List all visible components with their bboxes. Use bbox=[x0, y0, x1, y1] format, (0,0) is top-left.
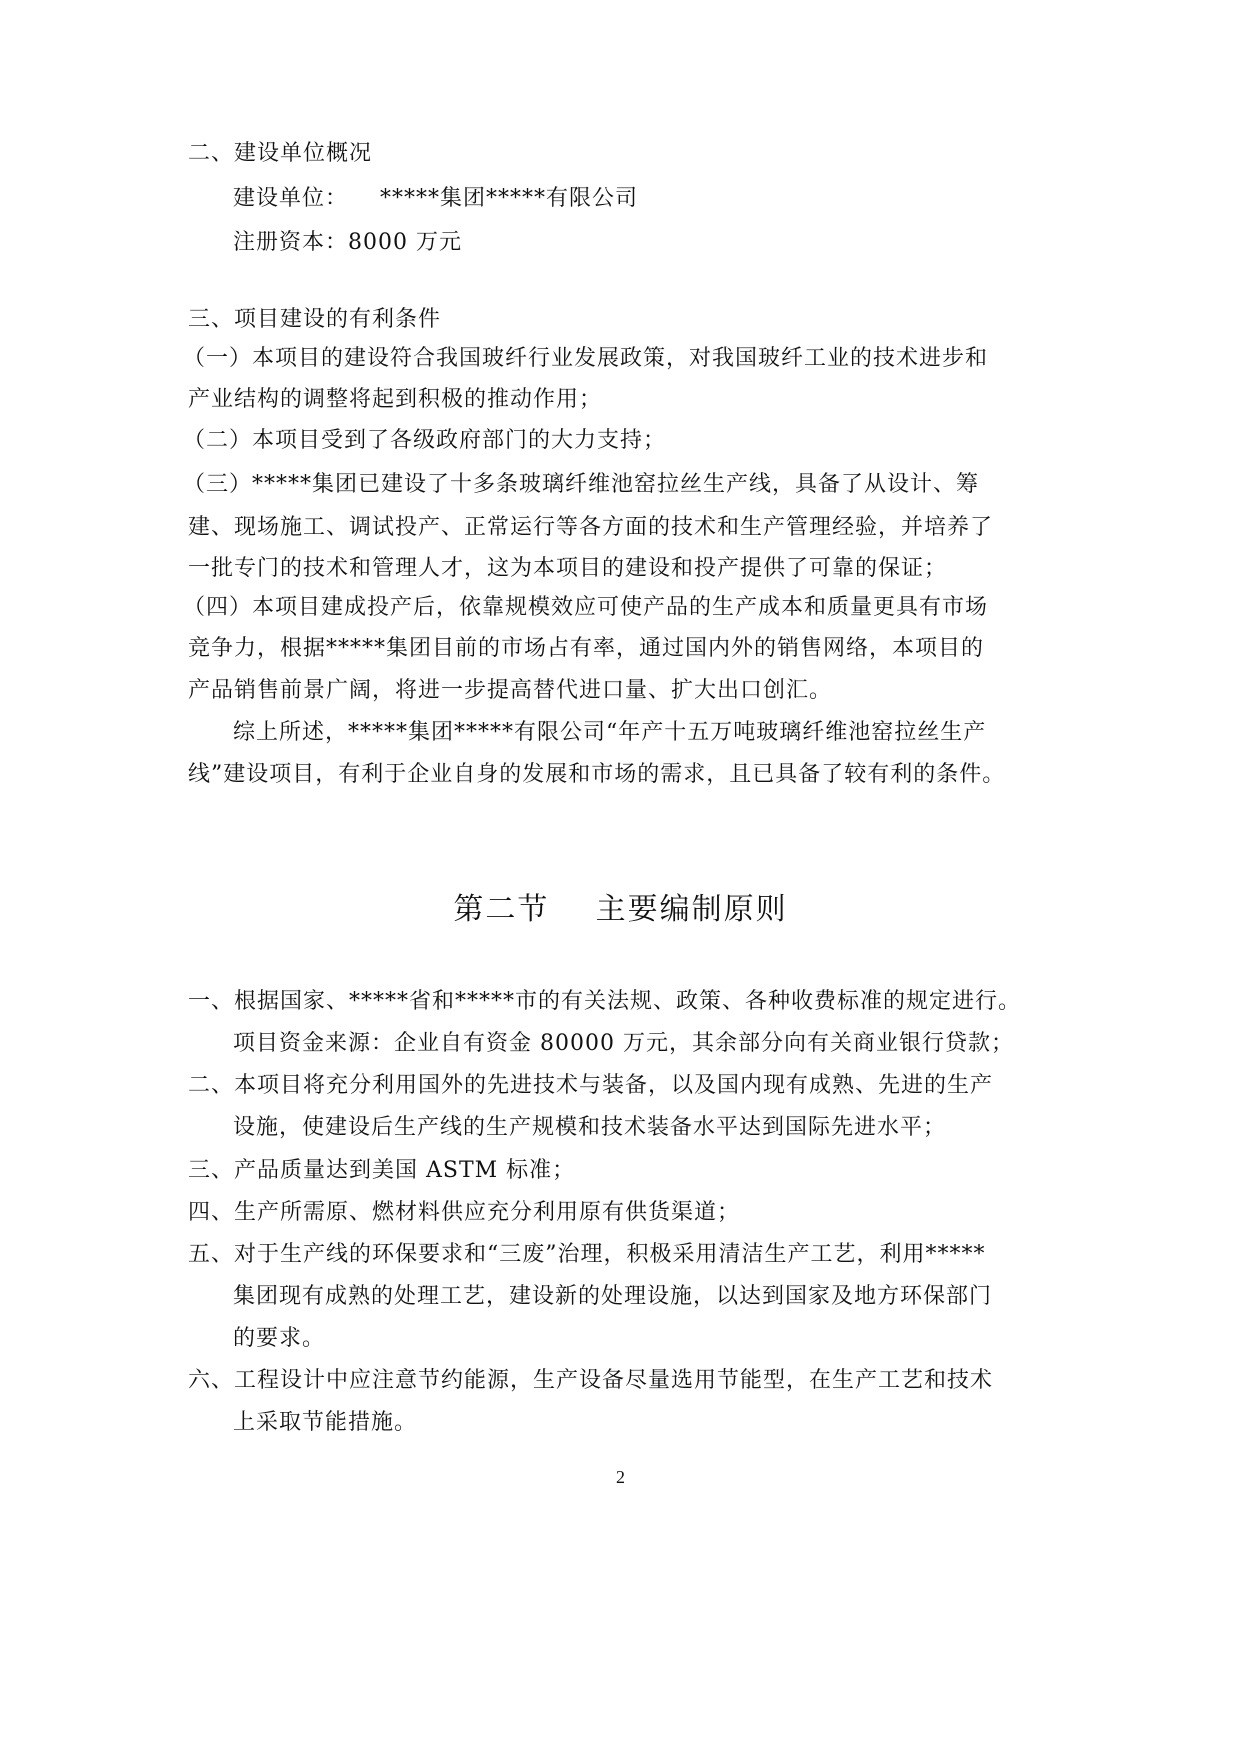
part3-item3-line3: 一批专门的技术和管理人才，这为本项目的建设和投产提供了可靠的保证； bbox=[188, 556, 948, 581]
principle5-line1: 五、对于生产线的环保要求和“三废”治理，积极采用清洁生产工艺，利用***** bbox=[188, 1242, 986, 1267]
principle1-line2: 项目资金来源：企业自有资金 80000 万元，其余部分向有关商业银行贷款； bbox=[233, 1031, 1014, 1056]
part3-summary-line2: 线”建设项目，有利于企业自身的发展和市场的需求，且已具备了较有利的条件。 bbox=[188, 762, 1006, 787]
principle4-line1: 四、生产所需原、燃材料供应充分利用原有供货渠道； bbox=[188, 1200, 741, 1225]
part3-item4-line2: 竞争力，根据*****集团目前的市场占有率，通过国内外的销售网络，本项目的 bbox=[188, 636, 985, 661]
part2-unit-line: 建设单位： *****集团*****有限公司 bbox=[233, 186, 638, 211]
principle6-line1: 六、工程设计中应注意节约能源，生产设备尽量选用节能型，在生产工艺和技术 bbox=[188, 1368, 994, 1393]
part3-heading: 三、项目建设的有利条件 bbox=[188, 307, 442, 332]
part3-item4-line3: 产品销售前景广阔，将进一步提高替代进口量、扩大出口创汇。 bbox=[188, 678, 833, 703]
principle5-line3: 的要求。 bbox=[233, 1326, 326, 1351]
principle2-line2: 设施，使建设后生产线的生产规模和技术装备水平达到国际先进水平； bbox=[233, 1115, 947, 1140]
part3-summary-line1: 综上所述，*****集团*****有限公司“年产十五万吨玻璃纤维池窑拉丝生产 bbox=[233, 720, 987, 745]
part3-item1-line2: 产业结构的调整将起到积极的推动作用； bbox=[188, 387, 603, 412]
section2-title: 第二节 主要编制原则 bbox=[453, 892, 788, 927]
part3-item4-line1: （四）本项目建成投产后，依靠规模效应可使产品的生产成本和质量更具有市场 bbox=[183, 595, 989, 620]
part3-item1-line1: （一）本项目的建设符合我国玻纤行业发展政策，对我国玻纤工业的技术进步和 bbox=[183, 346, 989, 371]
part3-item3-line1: （三）*****集团已建设了十多条玻璃纤维池窑拉丝生产线，具备了从设计、筹 bbox=[183, 472, 980, 497]
principle5-line2: 集团现有成熟的处理工艺，建设新的处理设施，以达到国家及地方环保部门 bbox=[233, 1284, 993, 1309]
part3-item2-line1: （二）本项目受到了各级政府部门的大力支持； bbox=[183, 428, 667, 453]
principle6-line2: 上采取节能措施。 bbox=[233, 1410, 418, 1435]
part3-item3-line2: 建、现场施工、调试投产、正常运行等各方面的技术和生产管理经验，并培养了 bbox=[188, 515, 994, 540]
principle3-line1: 三、产品质量达到美国 ASTM 标准； bbox=[188, 1158, 576, 1183]
part2-heading: 二、建设单位概况 bbox=[188, 141, 373, 166]
page-number: 2 bbox=[616, 1467, 625, 1487]
principle1-line1: 一、根据国家、*****省和*****市的有关法规、政策、各种收费标准的规定进行。 bbox=[188, 989, 1022, 1014]
principle2-line1: 二、本项目将充分利用国外的先进技术与装备，以及国内现有成熟、先进的生产 bbox=[188, 1073, 994, 1098]
part2-capital-line: 注册资本：8000 万元 bbox=[233, 230, 462, 255]
